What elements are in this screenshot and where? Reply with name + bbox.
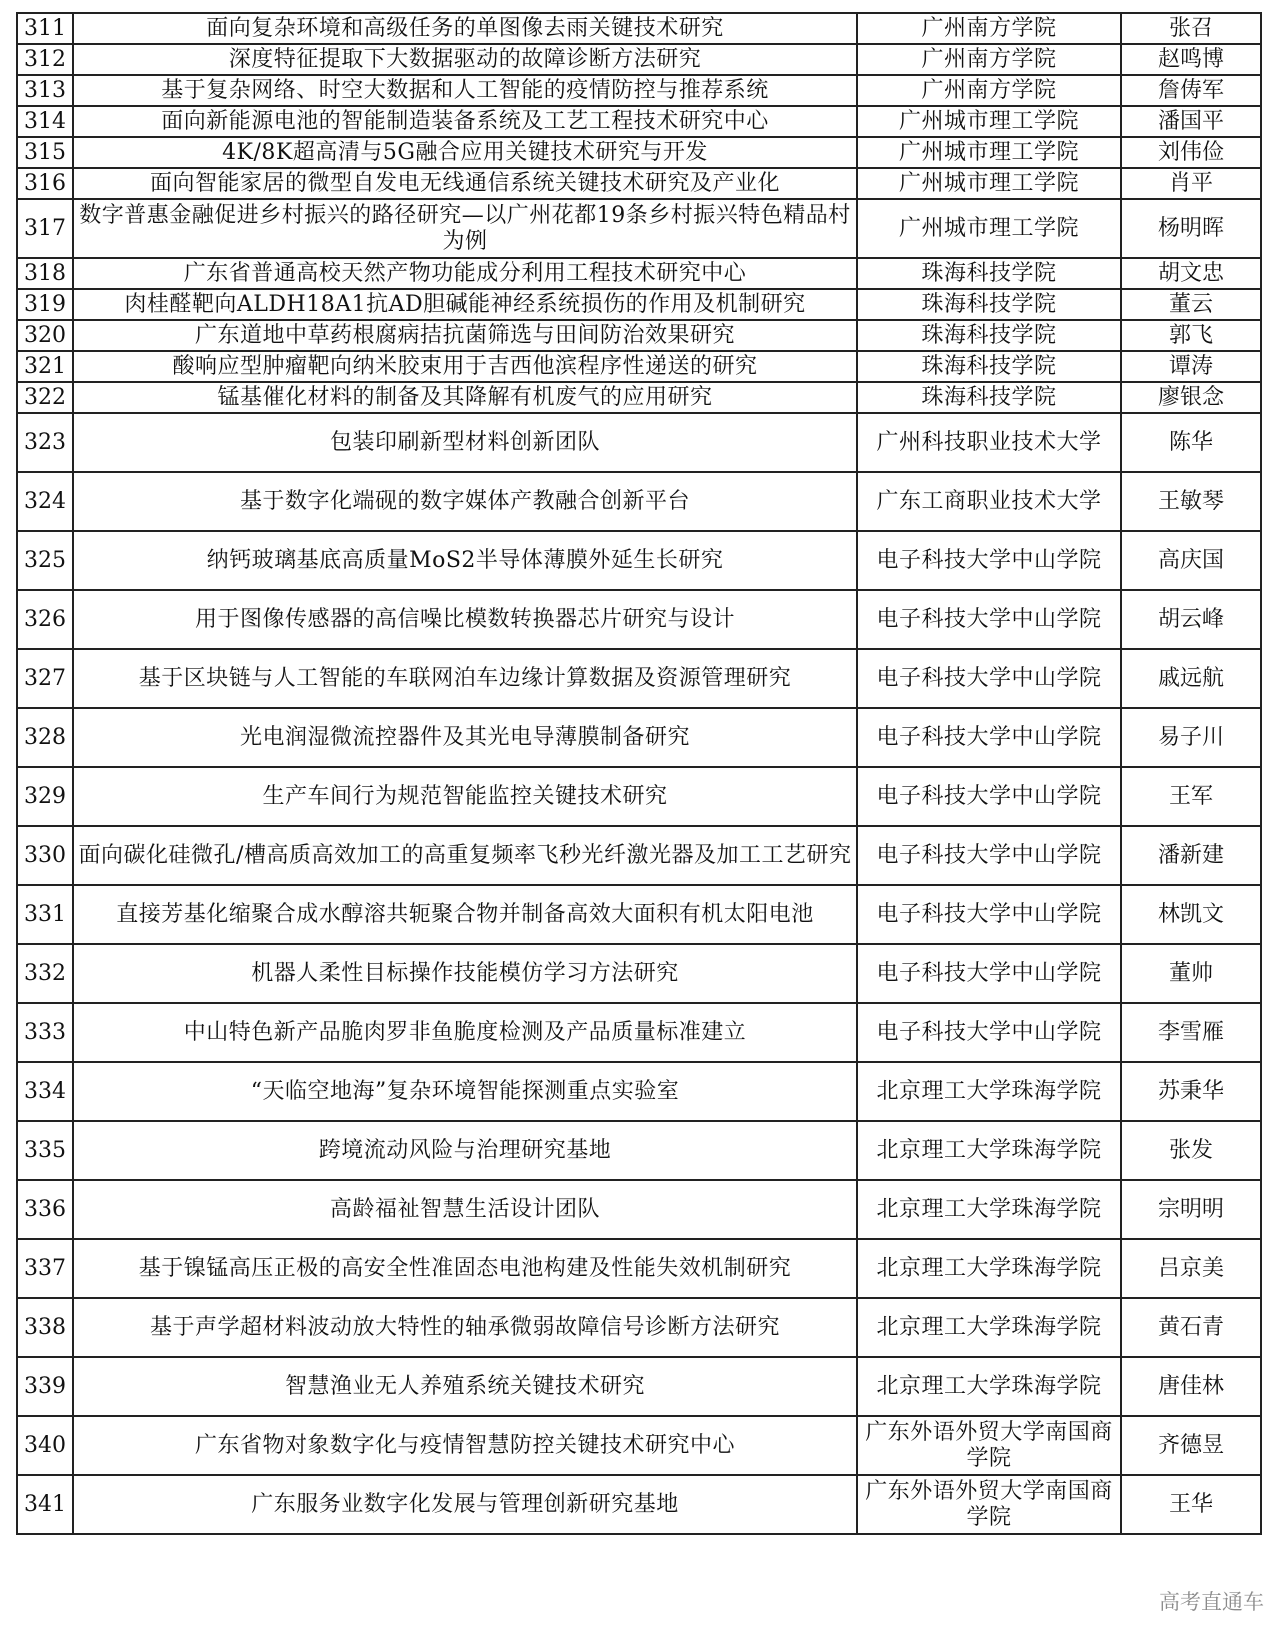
project-title-cell: 生产车间行为规范智能监控关键技术研究 [73,767,857,826]
row-number-cell: 339 [17,1357,73,1416]
row-number-cell: 330 [17,826,73,885]
table-row [17,168,1261,199]
table-row [17,1062,1261,1121]
table-row [17,1475,1261,1534]
row-number-cell: 338 [17,1298,73,1357]
project-title-cell: 广东道地中草药根腐病拮抗菌筛选与田间防治效果研究 [73,320,857,351]
project-title-cell: 中山特色新产品脆肉罗非鱼脆度检测及产品质量标准建立 [73,1003,857,1062]
table-row [17,289,1261,320]
table-row [17,708,1261,767]
project-title-cell: 4K/8K超高清与5G融合应用关键技术研究与开发 [73,137,857,168]
table-row [17,258,1261,289]
table-row [17,885,1261,944]
project-title-cell: 基于数字化端砚的数字媒体产教融合创新平台 [73,472,857,531]
person-name-cell: 王敏琴 [1121,472,1261,531]
project-title-cell: 基于声学超材料波动放大特性的轴承微弱故障信号诊断方法研究 [73,1298,857,1357]
project-title-cell: 面向新能源电池的智能制造装备系统及工艺工程技术研究中心 [73,106,857,137]
project-title-cell: 广东省普通高校天然产物功能成分利用工程技术研究中心 [73,258,857,289]
institution-cell: 电子科技大学中山学院 [857,649,1121,708]
institution-cell: 广州科技职业技术大学 [857,413,1121,472]
person-name-cell: 潘国平 [1121,106,1261,137]
table-row [17,767,1261,826]
person-name-cell: 宗明明 [1121,1180,1261,1239]
table-row [17,649,1261,708]
institution-cell: 电子科技大学中山学院 [857,590,1121,649]
person-name-cell: 苏秉华 [1121,1062,1261,1121]
project-title-cell: 肉桂醛靶向ALDH18A1抗AD胆碱能神经系统损伤的作用及机制研究 [73,289,857,320]
person-name-cell: 肖平 [1121,168,1261,199]
person-name-cell: 张召 [1121,13,1261,44]
row-number-cell: 333 [17,1003,73,1062]
institution-cell: 珠海科技学院 [857,320,1121,351]
row-number-cell: 322 [17,382,73,413]
table-row [17,1298,1261,1357]
project-title-cell: 广东服务业数字化发展与管理创新研究基地 [73,1475,857,1534]
project-title-cell: 面向复杂环境和高级任务的单图像去雨关键技术研究 [73,13,857,44]
table-row [17,320,1261,351]
person-name-cell: 王军 [1121,767,1261,826]
table-row [17,826,1261,885]
row-number-cell: 329 [17,767,73,826]
table-row [17,413,1261,472]
table-row [17,382,1261,413]
person-name-cell: 董帅 [1121,944,1261,1003]
person-name-cell: 胡云峰 [1121,590,1261,649]
project-title-cell: 广东省物对象数字化与疫情智慧防控关键技术研究中心 [73,1416,857,1475]
row-number-cell: 326 [17,590,73,649]
institution-cell: 北京理工大学珠海学院 [857,1062,1121,1121]
person-name-cell: 林凯文 [1121,885,1261,944]
row-number-cell: 312 [17,44,73,75]
institution-cell: 电子科技大学中山学院 [857,531,1121,590]
institution-cell: 电子科技大学中山学院 [857,708,1121,767]
person-name-cell: 吕京美 [1121,1239,1261,1298]
row-number-cell: 332 [17,944,73,1003]
project-title-cell: 跨境流动风险与治理研究基地 [73,1121,857,1180]
table-row [17,1180,1261,1239]
person-name-cell: 董云 [1121,289,1261,320]
watermark-text: 高考直通车 [1159,1590,1264,1614]
institution-cell: 广东外语外贸大学南国商学院 [857,1416,1121,1475]
row-number-cell: 341 [17,1475,73,1534]
person-name-cell: 高庆国 [1121,531,1261,590]
person-name-cell: 潘新建 [1121,826,1261,885]
institution-cell: 北京理工大学珠海学院 [857,1239,1121,1298]
project-title-cell: 包装印刷新型材料创新团队 [73,413,857,472]
project-title-cell: 基于区块链与人工智能的车联网泊车边缘计算数据及资源管理研究 [73,649,857,708]
row-number-cell: 320 [17,320,73,351]
institution-cell: 珠海科技学院 [857,289,1121,320]
project-title-cell: 纳钙玻璃基底高质量MoS2半导体薄膜外延生长研究 [73,531,857,590]
person-name-cell: 齐德昱 [1121,1416,1261,1475]
institution-cell: 电子科技大学中山学院 [857,885,1121,944]
person-name-cell: 胡文忠 [1121,258,1261,289]
institution-cell: 广州南方学院 [857,13,1121,44]
row-number-cell: 337 [17,1239,73,1298]
table-row [17,44,1261,75]
project-title-cell: “天临空地海”复杂环境智能探测重点实验室 [73,1062,857,1121]
institution-cell: 电子科技大学中山学院 [857,944,1121,1003]
person-name-cell: 陈华 [1121,413,1261,472]
row-number-cell: 328 [17,708,73,767]
institution-cell: 广州城市理工学院 [857,168,1121,199]
row-number-cell: 331 [17,885,73,944]
row-number-cell: 336 [17,1180,73,1239]
person-name-cell: 易子川 [1121,708,1261,767]
institution-cell: 珠海科技学院 [857,382,1121,413]
project-title-cell: 智慧渔业无人养殖系统关键技术研究 [73,1357,857,1416]
person-name-cell: 唐佳林 [1121,1357,1261,1416]
institution-cell: 广州城市理工学院 [857,199,1121,258]
project-title-cell: 光电润湿微流控器件及其光电导薄膜制备研究 [73,708,857,767]
project-title-cell: 基于复杂网络、时空大数据和人工智能的疫情防控与推荐系统 [73,75,857,106]
table-row [17,1121,1261,1180]
row-number-cell: 315 [17,137,73,168]
row-number-cell: 313 [17,75,73,106]
institution-cell: 电子科技大学中山学院 [857,1003,1121,1062]
institution-cell: 广东工商职业技术大学 [857,472,1121,531]
project-title-cell: 面向碳化硅微孔/槽高质高效加工的高重复频率飞秒光纤激光器及加工工艺研究 [73,826,857,885]
row-number-cell: 319 [17,289,73,320]
project-title-cell: 深度特征提取下大数据驱动的故障诊断方法研究 [73,44,857,75]
institution-cell: 北京理工大学珠海学院 [857,1180,1121,1239]
institution-cell: 电子科技大学中山学院 [857,826,1121,885]
row-number-cell: 318 [17,258,73,289]
row-number-cell: 311 [17,13,73,44]
row-number-cell: 325 [17,531,73,590]
institution-cell: 北京理工大学珠海学院 [857,1121,1121,1180]
institution-cell: 电子科技大学中山学院 [857,767,1121,826]
project-title-cell: 用于图像传感器的高信噪比模数转换器芯片研究与设计 [73,590,857,649]
person-name-cell: 黄石青 [1121,1298,1261,1357]
project-title-cell: 锰基催化材料的制备及其降解有机废气的应用研究 [73,382,857,413]
person-name-cell: 杨明晖 [1121,199,1261,258]
person-name-cell: 王华 [1121,1475,1261,1534]
person-name-cell: 廖银念 [1121,382,1261,413]
row-number-cell: 316 [17,168,73,199]
project-title-cell: 机器人柔性目标操作技能模仿学习方法研究 [73,944,857,1003]
row-number-cell: 340 [17,1416,73,1475]
table-row [17,944,1261,1003]
person-name-cell: 赵鸣博 [1121,44,1261,75]
person-name-cell: 谭涛 [1121,351,1261,382]
institution-cell: 广东外语外贸大学南国商学院 [857,1475,1121,1534]
project-list-table [16,12,1262,1535]
person-name-cell: 李雪雁 [1121,1003,1261,1062]
person-name-cell: 戚远航 [1121,649,1261,708]
project-title-cell: 面向智能家居的微型自发电无线通信系统关键技术研究及产业化 [73,168,857,199]
table-row [17,1003,1261,1062]
row-number-cell: 334 [17,1062,73,1121]
person-name-cell: 张发 [1121,1121,1261,1180]
table-row [17,590,1261,649]
institution-cell: 北京理工大学珠海学院 [857,1357,1121,1416]
row-number-cell: 335 [17,1121,73,1180]
table-row [17,1416,1261,1475]
table-body [17,13,1261,1534]
institution-cell: 珠海科技学院 [857,351,1121,382]
table-row [17,1239,1261,1298]
institution-cell: 北京理工大学珠海学院 [857,1298,1121,1357]
row-number-cell: 321 [17,351,73,382]
row-number-cell: 327 [17,649,73,708]
project-title-cell: 酸响应型肿瘤靶向纳米胶束用于吉西他滨程序性递送的研究 [73,351,857,382]
table-row [17,351,1261,382]
table-row [17,1357,1261,1416]
institution-cell: 广州城市理工学院 [857,137,1121,168]
row-number-cell: 323 [17,413,73,472]
table-row [17,106,1261,137]
table-row [17,75,1261,106]
table-row [17,199,1261,258]
person-name-cell: 郭飞 [1121,320,1261,351]
project-title-cell: 基于镍锰高压正极的高安全性准固态电池构建及性能失效机制研究 [73,1239,857,1298]
institution-cell: 广州城市理工学院 [857,106,1121,137]
row-number-cell: 324 [17,472,73,531]
row-number-cell: 314 [17,106,73,137]
table-row [17,531,1261,590]
project-title-cell: 直接芳基化缩聚合成水醇溶共轭聚合物并制备高效大面积有机太阳电池 [73,885,857,944]
person-name-cell: 詹俦军 [1121,75,1261,106]
institution-cell: 广州南方学院 [857,44,1121,75]
table-row [17,472,1261,531]
table-row [17,13,1261,44]
person-name-cell: 刘伟俭 [1121,137,1261,168]
project-title-cell: 数字普惠金融促进乡村振兴的路径研究—以广州花都19条乡村振兴特色精品村为例 [73,199,857,258]
institution-cell: 珠海科技学院 [857,258,1121,289]
institution-cell: 广州南方学院 [857,75,1121,106]
table-row [17,137,1261,168]
row-number-cell: 317 [17,199,73,258]
project-title-cell: 高龄福祉智慧生活设计团队 [73,1180,857,1239]
